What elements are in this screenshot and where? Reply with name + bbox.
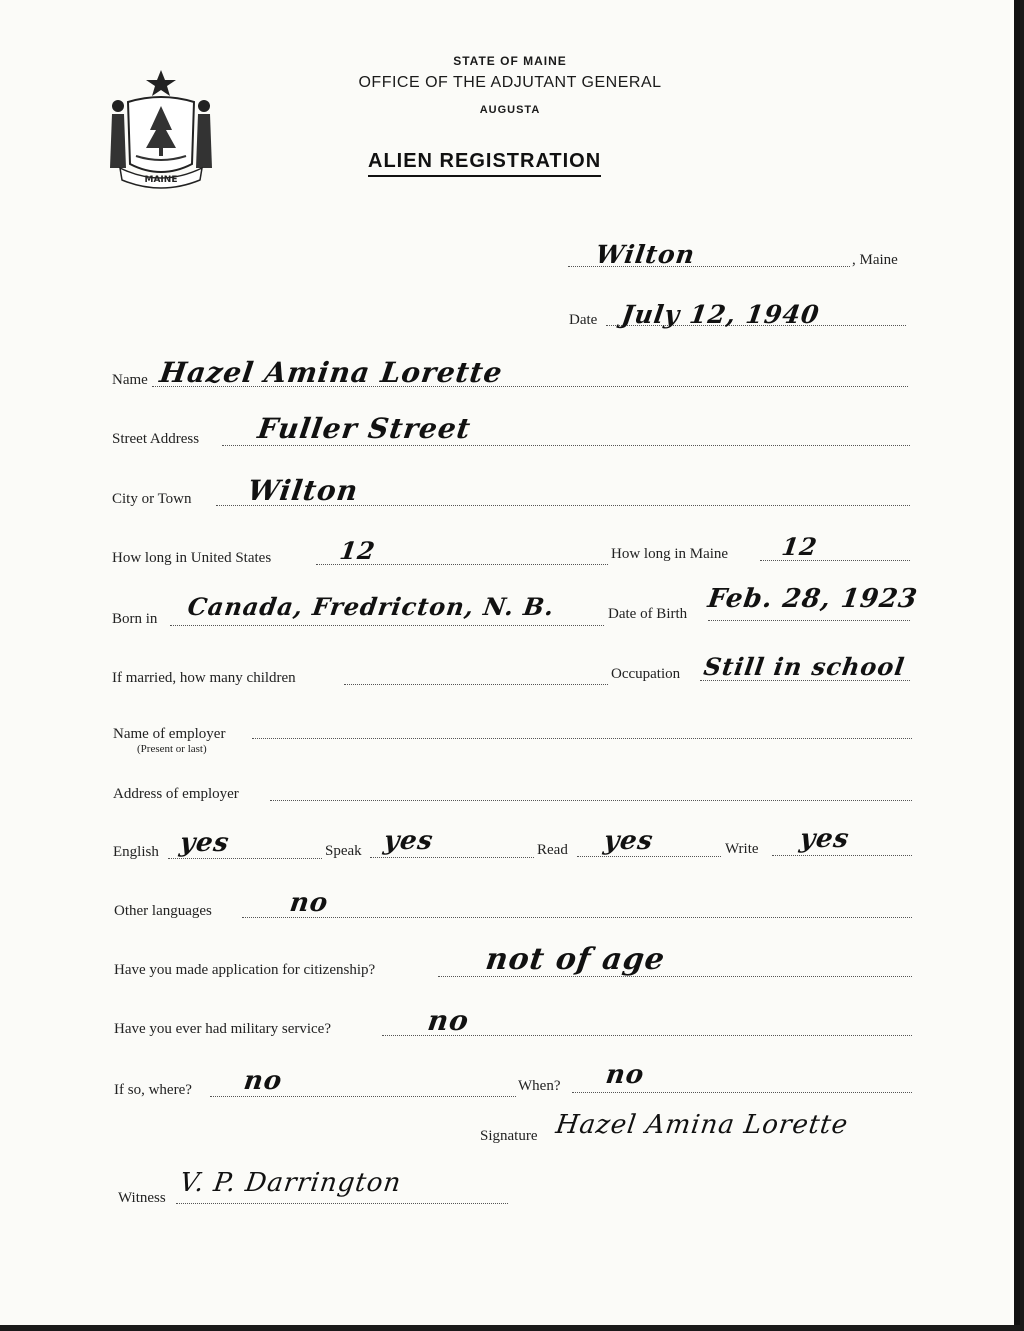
speak-label: Speak [325, 843, 362, 859]
date-label: Date [569, 312, 598, 328]
street-value: Fuller Street [255, 412, 474, 445]
employer-address-label: Address of employer [113, 786, 239, 802]
city-value: Wilton [245, 474, 361, 507]
where-line [210, 1096, 516, 1097]
when-label: When? [518, 1078, 561, 1094]
other-languages-value: no [287, 888, 331, 918]
speak-value: yes [381, 826, 436, 856]
form-title: ALIEN REGISTRATION [368, 150, 601, 177]
how-long-us-value: 12 [337, 536, 378, 565]
name-label: Name [112, 372, 148, 388]
born-in-value: Canada, Fredricton, N. B. [185, 592, 557, 621]
witness-label: Witness [118, 1190, 166, 1206]
write-label: Write [725, 841, 759, 857]
date-value: July 12, 1940 [619, 300, 822, 329]
speak-line [370, 857, 534, 858]
when-line [572, 1092, 912, 1093]
english-value: yes [177, 828, 232, 858]
write-value: yes [797, 824, 852, 854]
dob-value: Feb. 28, 1923 [705, 584, 920, 614]
maine-label: , Maine [852, 252, 898, 268]
employer-line [252, 738, 912, 739]
employer-label: Name of employer [113, 726, 226, 742]
where-label: If so, where? [114, 1082, 192, 1098]
read-line [577, 856, 721, 857]
born-in-line [170, 625, 604, 626]
occupation-value: Still in school [701, 652, 907, 681]
signature-value: Hazel Amina Lorette [553, 1110, 851, 1140]
street-label: Street Address [112, 431, 200, 447]
signature-label: Signature [480, 1128, 538, 1144]
witness-line [176, 1203, 508, 1204]
married-line [344, 684, 608, 685]
maine-state-seal-icon [108, 68, 214, 190]
how-long-maine-value: 12 [779, 532, 820, 561]
when-value: no [603, 1060, 647, 1090]
english-line [168, 858, 322, 859]
write-line [772, 855, 912, 856]
header-office: OFFICE OF THE ADJUTANT GENERAL [358, 74, 662, 91]
born-in-label: Born in [112, 611, 158, 627]
witness-value: V. P. Darrington [177, 1168, 404, 1198]
read-value: yes [601, 826, 656, 856]
svg-text:MAINE: MAINE [144, 175, 178, 185]
employer-address-line [270, 800, 912, 801]
english-label: English [113, 844, 159, 860]
occupation-label: Occupation [611, 666, 681, 682]
dob-line [708, 620, 910, 621]
employer-note: (Present or last) [137, 743, 207, 755]
military-label: Have you ever had military service? [114, 1021, 331, 1037]
military-value: no [425, 1004, 472, 1037]
how-long-maine-label: How long in Maine [611, 546, 729, 562]
town-value: Wilton [593, 240, 698, 269]
city-label: City or Town [112, 491, 192, 507]
where-value: no [241, 1066, 285, 1096]
married-label: If married, how many children [112, 670, 296, 686]
other-languages-line [242, 917, 912, 918]
citizenship-value: not of age [483, 942, 668, 977]
read-label: Read [537, 842, 568, 858]
header-city: AUGUSTA [479, 104, 541, 116]
other-languages-label: Other languages [114, 903, 212, 919]
dob-label: Date of Birth [608, 606, 688, 622]
name-value: Hazel Amina Lorette [157, 356, 505, 389]
header-state: STATE OF MAINE [453, 54, 567, 68]
street-line [222, 445, 910, 446]
citizenship-label: Have you made application for citizenship? [114, 962, 376, 978]
how-long-us-label: How long in United States [112, 550, 272, 566]
